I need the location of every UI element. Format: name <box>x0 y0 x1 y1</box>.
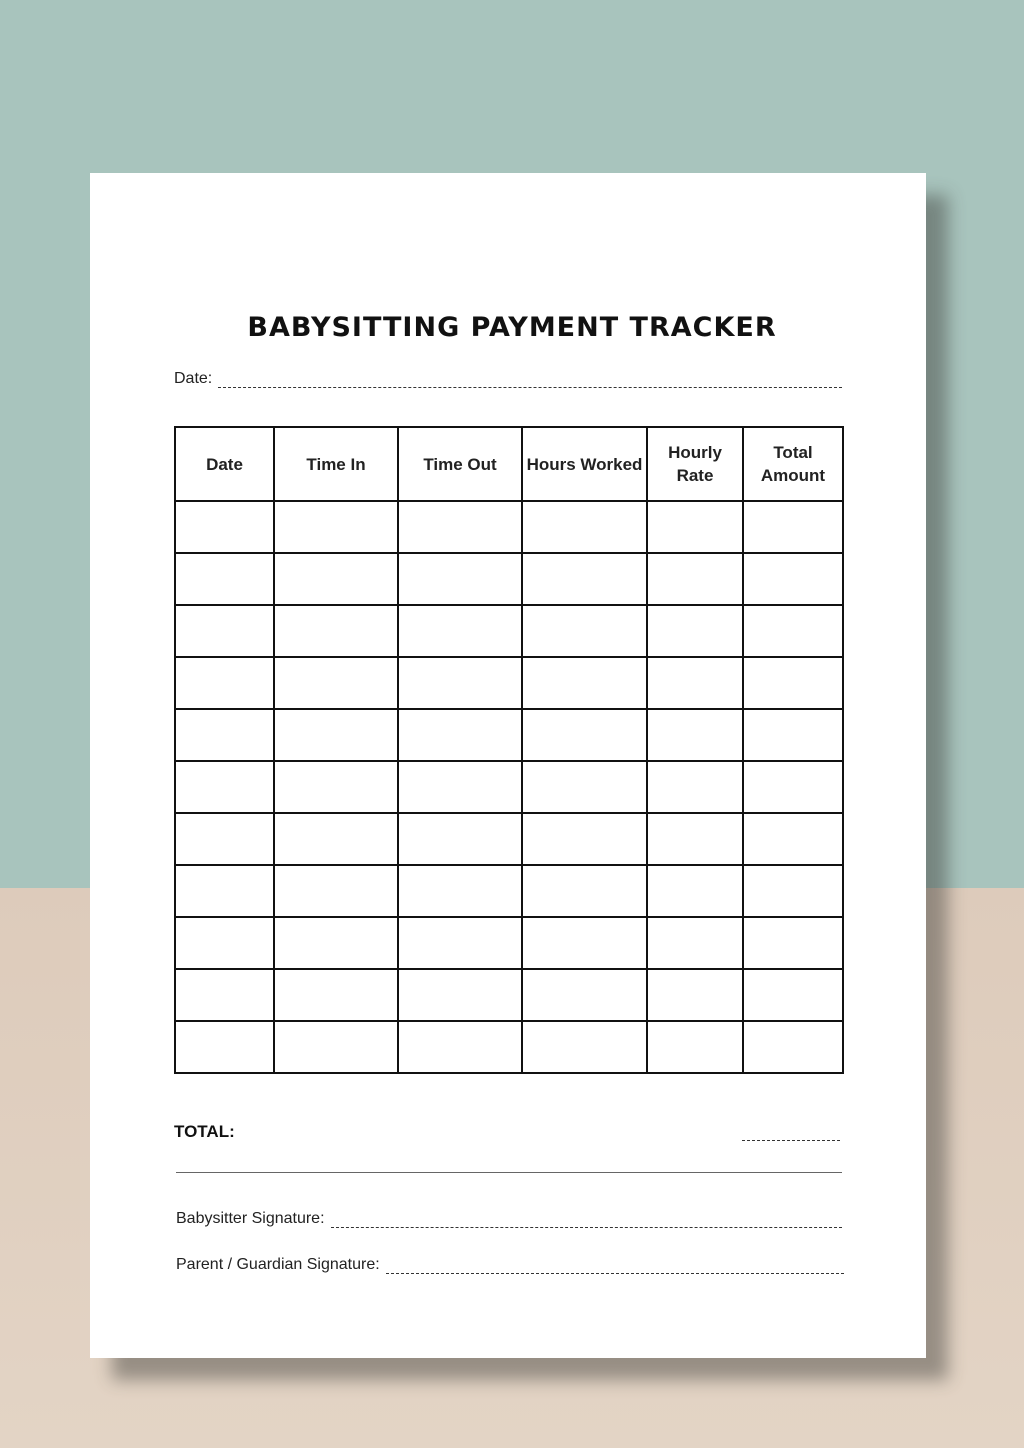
table-row <box>175 553 843 605</box>
table-cell[interactable] <box>274 1021 398 1073</box>
table-row <box>175 1021 843 1073</box>
date-label: Date: <box>174 370 213 387</box>
column-header-hours-worked: Hours Worked <box>522 427 647 501</box>
table-cell[interactable] <box>743 865 843 917</box>
table-cell[interactable] <box>398 865 522 917</box>
table-row <box>175 813 843 865</box>
column-header-total-amount: Total Amount <box>743 427 843 501</box>
table-cell[interactable] <box>647 1021 743 1073</box>
table-cell[interactable] <box>647 865 743 917</box>
table-row <box>175 761 843 813</box>
table-row <box>175 917 843 969</box>
table-row <box>175 709 843 761</box>
table-cell[interactable] <box>175 969 274 1021</box>
date-field[interactable] <box>174 370 842 388</box>
table-cell[interactable] <box>274 605 398 657</box>
table-row <box>175 501 843 553</box>
table-cell[interactable] <box>522 865 647 917</box>
table-row <box>175 969 843 1021</box>
table-cell[interactable] <box>743 813 843 865</box>
table-cell[interactable] <box>743 917 843 969</box>
table-cell[interactable] <box>522 709 647 761</box>
table-cell[interactable] <box>522 761 647 813</box>
total-label: TOTAL: <box>174 1122 235 1141</box>
table-cell[interactable] <box>647 813 743 865</box>
table-cell[interactable] <box>175 709 274 761</box>
table-cell[interactable] <box>743 969 843 1021</box>
table-cell[interactable] <box>175 813 274 865</box>
table-cell[interactable] <box>743 709 843 761</box>
payment-table <box>174 426 844 1074</box>
guardian-signature-label: Parent / Guardian Signature: <box>176 1256 380 1273</box>
table-cell[interactable] <box>647 917 743 969</box>
column-header-time-out: Time Out <box>398 427 522 501</box>
table-cell[interactable] <box>398 761 522 813</box>
total-amount-line[interactable] <box>742 1130 840 1141</box>
table-cell[interactable] <box>398 553 522 605</box>
guardian-signature-field[interactable] <box>176 1256 844 1274</box>
table-cell[interactable] <box>743 1021 843 1073</box>
table-cell[interactable] <box>743 657 843 709</box>
table-cell[interactable] <box>398 917 522 969</box>
table-cell[interactable] <box>274 969 398 1021</box>
table-cell[interactable] <box>175 865 274 917</box>
babysitter-signature-label: Babysitter Signature: <box>176 1210 325 1227</box>
babysitter-signature-field[interactable] <box>176 1210 842 1228</box>
table-header-row <box>175 427 843 501</box>
guardian-signature-line[interactable] <box>386 1259 844 1274</box>
table-cell[interactable] <box>522 657 647 709</box>
table-cell[interactable] <box>398 1021 522 1073</box>
table-cell[interactable] <box>522 813 647 865</box>
table-cell[interactable] <box>175 553 274 605</box>
table-cell[interactable] <box>743 605 843 657</box>
table-cell[interactable] <box>743 501 843 553</box>
table-row <box>175 865 843 917</box>
table-cell[interactable] <box>398 605 522 657</box>
table-cell[interactable] <box>647 501 743 553</box>
table-cell[interactable] <box>274 865 398 917</box>
table-cell[interactable] <box>522 969 647 1021</box>
column-header-date: Date <box>175 427 274 501</box>
table-cell[interactable] <box>398 969 522 1021</box>
table-cell[interactable] <box>647 761 743 813</box>
table-cell[interactable] <box>175 501 274 553</box>
table-cell[interactable] <box>522 553 647 605</box>
table-cell[interactable] <box>398 813 522 865</box>
date-line[interactable] <box>218 373 842 388</box>
table-cell[interactable] <box>743 761 843 813</box>
table-cell[interactable] <box>647 969 743 1021</box>
table-cell[interactable] <box>522 917 647 969</box>
table-cell[interactable] <box>175 761 274 813</box>
table-cell[interactable] <box>647 605 743 657</box>
table-cell[interactable] <box>522 1021 647 1073</box>
column-header-time-in: Time In <box>274 427 398 501</box>
page-title: BABYSITTING PAYMENT TRACKER <box>247 312 777 343</box>
table-cell[interactable] <box>274 813 398 865</box>
table-cell[interactable] <box>274 553 398 605</box>
table-body <box>175 501 843 1073</box>
table-cell[interactable] <box>398 709 522 761</box>
table-cell[interactable] <box>274 709 398 761</box>
table-cell[interactable] <box>522 501 647 553</box>
table-cell[interactable] <box>274 917 398 969</box>
table-cell[interactable] <box>175 917 274 969</box>
table-cell[interactable] <box>398 657 522 709</box>
divider-line <box>176 1172 842 1173</box>
table-cell[interactable] <box>175 605 274 657</box>
table-cell[interactable] <box>522 605 647 657</box>
table-row <box>175 657 843 709</box>
table-cell[interactable] <box>743 553 843 605</box>
table-cell[interactable] <box>274 761 398 813</box>
table-row <box>175 605 843 657</box>
table-cell[interactable] <box>175 657 274 709</box>
babysitter-signature-line[interactable] <box>331 1213 842 1228</box>
table-cell[interactable] <box>274 657 398 709</box>
table-cell[interactable] <box>647 709 743 761</box>
table-cell[interactable] <box>647 553 743 605</box>
table-cell[interactable] <box>398 501 522 553</box>
column-header-hourly-rate: Hourly Rate <box>647 427 743 501</box>
table-cell[interactable] <box>647 657 743 709</box>
table-cell[interactable] <box>274 501 398 553</box>
table-cell[interactable] <box>175 1021 274 1073</box>
